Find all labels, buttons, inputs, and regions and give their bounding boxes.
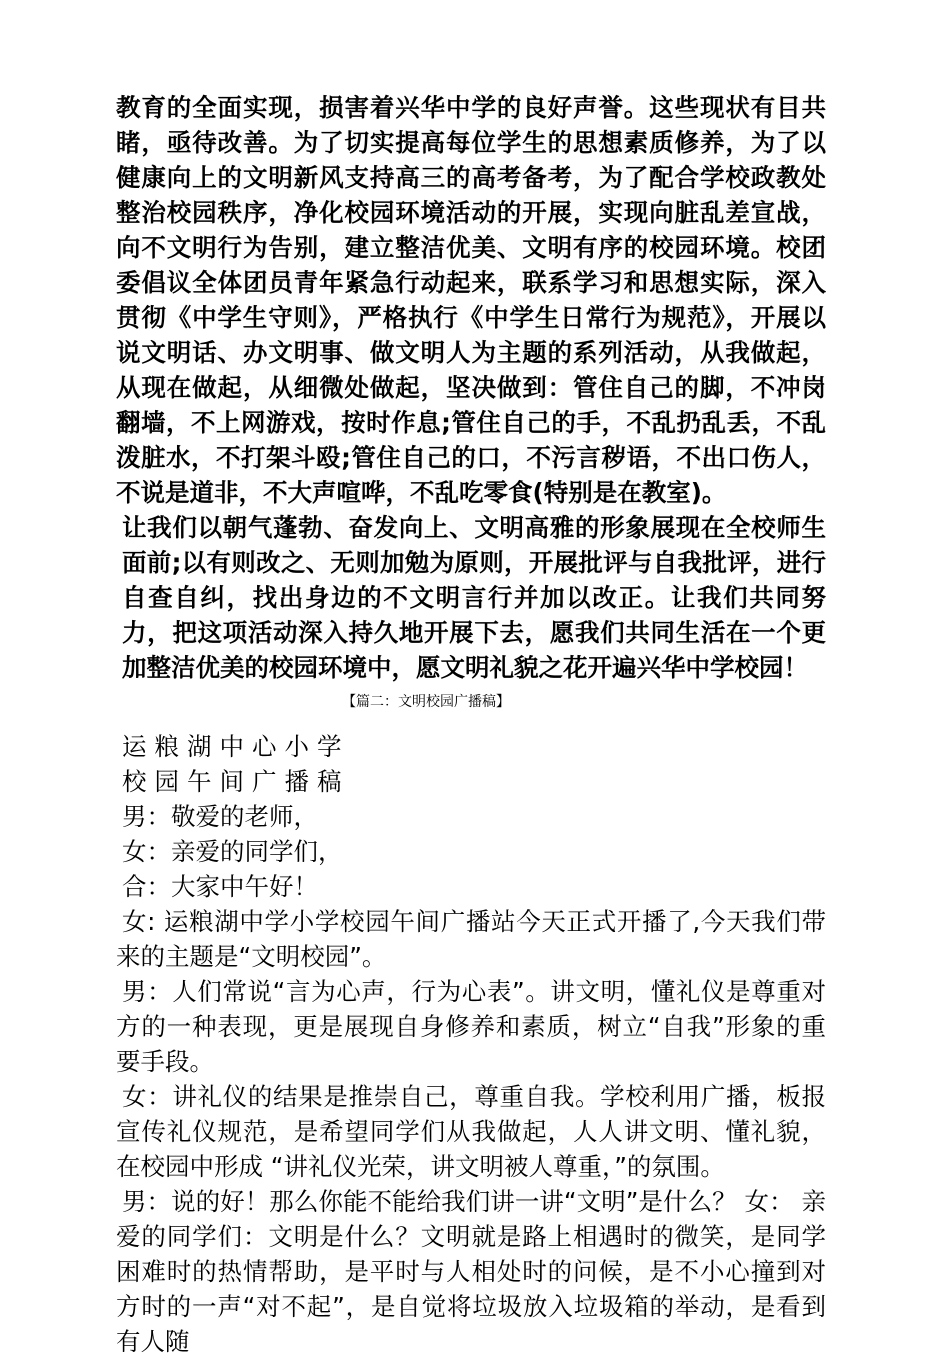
dialog-line: 男：人们常说“言为心声，行为心表”。讲文明，懂礼仪是尊重对方的一种表现，更是展现自身修养和素质，树立“自我”形象的重要手段。 — [116, 977, 826, 1076]
section-heading: 【篇二：文明校园广播稿】 — [342, 694, 510, 710]
article1-paragraph-1: 教育的全面实现，损害着兴华中学的良好声誉。这些现状有目共睹，亟待改善。为了切实提高每位学生的思想素质修养，为了以健康向上的文明新风支持高三的高考备考，为了配合学校政教处整治校园秩序，净化校园环境活动的开展，实现向脏乱差宣战，向不文明行为告别，建立整洁优美、文明有序的校园环境。校团委倡议全体团员青年紧急行动起来，联系学习和思想实际，深入贯彻《中学生守则》，严格执行《中学生日常行为规范》，开展以说文明话、办文明事、做文明人为主题的系列活动，从我做起，从现在做起，从细微处做起，坚决做到：管住自己的脚，不冲岗翻墙，不上网游戏，按时作息;管住自己的手，不乱扔乱丢，不乱泼脏水，不打架斗殴;管住自己的口，不污言秽语，不出口伤人，不说是道非，不大声喧哗，不乱吃零食(特别是在教室)。 — [116, 93, 826, 507]
section-spacer — [116, 713, 826, 729]
document-page — [116, 90, 826, 1359]
broadcast-title-name: 校园午间广播稿 — [122, 767, 350, 796]
dialog-line: 女: 运粮湖中学小学校园午间广播站今天正式开播了,今天我们带来的主题是“文明校园”。 — [116, 907, 826, 971]
dialog-line: 女：讲礼仪的结果是推崇自己，尊重自我。学校利用广播，板报宣传礼仪规范，是希望同学们从我做起，人人讲文明、懂礼貌，在校园中形成 “讲礼仪光荣，讲文明被人尊重，”的氛围。 — [116, 1082, 826, 1181]
dialog-line: 男：敬爱的老师， — [122, 802, 318, 831]
dialog-line: 男：说的好！那么你能不能给我们讲一讲“文明”是什么？ 女： 亲爱的同学们：文明是什么？文明就是路上相遇时的微笑，是同学困难时的热情帮助，是平时与人相处时的问候，是不小心撞到对方时的一声“对不起”，是自觉将垃圾放入垃圾箱的举动，是看到有人随 — [116, 1187, 826, 1356]
article1-paragraph-2: 让我们以朝气蓬勃、奋发向上、文明高雅的形象展现在全校师生面前;以有则改之、无则加勉为原则，开展批评与自我批评，进行自查自纠，找出身边的不文明言行并加以改正。让我们共同努力，把这项活动深入持久地开展下去，愿我们共同生活在一个更加整洁优美的校园环境中，愿文明礼貌之花开遍兴华中学校园！ — [122, 513, 826, 682]
dialog-line: 合：大家中午好！ — [122, 872, 318, 901]
broadcast-title-school: 运粮湖中心小学 — [122, 732, 350, 761]
dialog-line: 女：亲爱的同学们， — [122, 837, 343, 866]
